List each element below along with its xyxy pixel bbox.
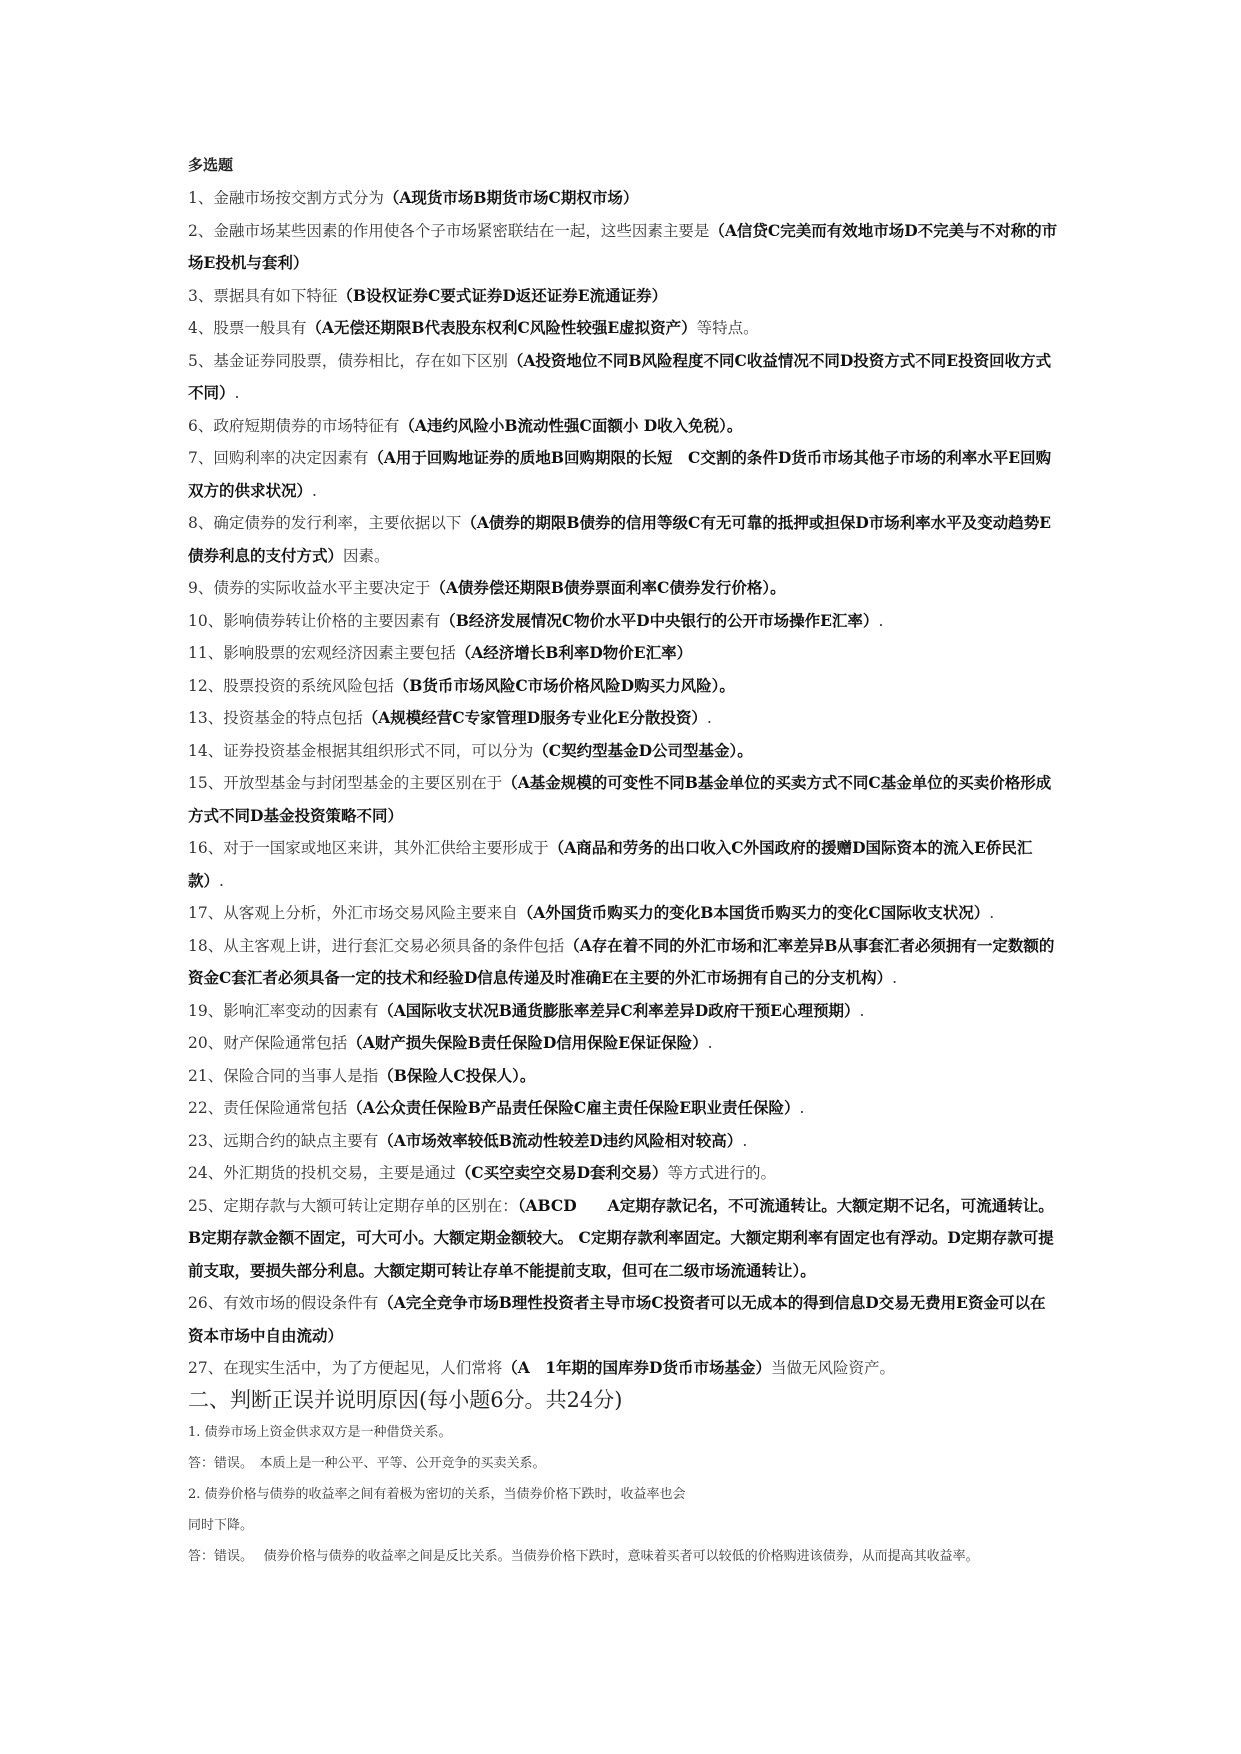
true-false-line: 答：错误。 本质上是一种公平、平等、公开竞争的买卖关系。 <box>188 1455 546 1471</box>
question-ans: （A规模经营C专家管理D服务专业化E分散投资） <box>362 708 707 727</box>
question-item <box>188 312 1058 345</box>
question-item <box>188 670 1058 703</box>
question-item <box>188 1352 1058 1385</box>
question-item <box>188 345 1058 410</box>
question-ans: （B经济发展情况C物价水平D中央银行的公开市场操作E汇率） <box>440 610 879 630</box>
question-ans: （A国际收支状况B通货膨胀率差异C利率差异D政府干预E心理预期） <box>378 1000 860 1020</box>
question-stem: 5、基金证券同股票，债券相比，存在如下区别 <box>188 351 508 370</box>
question-stem: 13、投资基金的特点包括 <box>188 709 363 727</box>
question-item <box>188 1125 1058 1158</box>
question-item <box>188 442 1058 507</box>
true-false-list <box>188 1417 1058 1572</box>
question-item <box>188 995 1058 1028</box>
section-heading-true-false: 二、判断正误并说明原因(每小题6分。共24分) <box>188 1387 623 1412</box>
true-false-line: 2. 债券价格与债券的收益率之间有着极为密切的关系，当债券价格下跌时，收益率也会 <box>188 1486 686 1502</box>
question-item <box>188 410 1058 443</box>
question-item <box>188 280 1058 313</box>
question-stem: 9、债券的实际收益水平主要决定于 <box>188 579 431 597</box>
question-tail: . <box>799 1099 805 1117</box>
question-item <box>188 182 1058 215</box>
question-stem: 11、影响股票的宏观经济因素主要包括 <box>188 644 456 662</box>
true-false-line: 同时下降。 <box>188 1517 254 1533</box>
question-ans: （A信贷C完美而有效地市场D不完美与不对称的市场E投机与套利） <box>188 220 1058 272</box>
question-ans: （A用于回购地证券的质地B回购期限的长短 C交割的条件D货币市场其他子市场的利率水平E回购双方的供求状况） <box>188 448 1052 500</box>
question-stem: 1、金融市场按交割方式分为 <box>188 189 384 207</box>
question-list <box>188 182 1058 1385</box>
question-stem: 27、在现实生活中，为了方便起见，人们常将 <box>188 1359 503 1377</box>
question-stem: 19、影响汇率变动的因素有 <box>188 1001 379 1020</box>
question-ans: （A投资地位不同B风险程度不同C收益情况不同D投资方式不同E投资回收方式不同） <box>188 350 1052 402</box>
question-ans: （B货币市场风险C市场价格风险D购买力风险）。 <box>393 675 735 695</box>
question-item <box>188 1027 1058 1060</box>
true-false-line: 答：错误。 债券价格与债券的收益率之间是反比关系。当债券价格下跌时，意味着买者可以较低的价格购进该债券，从而提高其收益率。 <box>188 1548 979 1564</box>
question-item <box>188 1060 1058 1093</box>
question-ans: （A财产损失保险B责任保险D信用保险E保证保险） <box>347 1033 708 1052</box>
question-item <box>188 930 1058 995</box>
question-ans: （A完全竞争市场B理性投资者主导市场C投资者可以无成本的得到信息D交易无费用E资金可以在资本市场中自由流动） <box>188 1293 1046 1345</box>
question-item <box>188 1092 1058 1125</box>
question-ans: （A 1年期的国库券D货币市场基金） <box>502 1358 771 1377</box>
question-tail: . <box>859 1001 865 1020</box>
question-stem: 8、确定债券的发行利率，主要依据以下 <box>188 514 462 532</box>
question-tail: . <box>706 709 712 727</box>
question-ans: （A现货市场B期货市场C期权市场） <box>383 188 639 207</box>
question-tail: 当做无风险资产。 <box>771 1359 896 1377</box>
question-stem: 2、金融市场某些因素的作用使各个子市场紧密联结在一起，这些因素主要是 <box>188 221 710 240</box>
question-tail: 等特点。 <box>696 319 759 337</box>
question-ans: （A债券的期限B债券的信用等级C有无可靠的抵押或担保D市场利率水平及变动趋势E债券利息的支付方式） <box>188 513 1052 565</box>
question-ans: （A基金规模的可变性不同B基金单位的买卖方式不同C基金单位的买卖价格形成方式不同D基金投资策略不同） <box>188 773 1052 825</box>
question-ans: （A公众责任保险B产品责任保险C雇主责任保险E职业责任保险） <box>347 1098 800 1117</box>
question-stem: 21、保险合同的当事人是指 <box>188 1066 379 1085</box>
question-stem: 10、影响债券转让价格的主要因素有 <box>188 611 441 630</box>
question-item <box>188 735 1058 768</box>
question-ans: （A市场效率较低B流动性较差D违约风险相对较高） <box>378 1130 743 1150</box>
question-ans: （B设权证券C要式证券D返还证券E流通证券） <box>337 285 668 305</box>
question-item <box>188 832 1058 897</box>
question-stem: 17、从客观上分析，外汇市场交易风险主要来自 <box>188 904 518 922</box>
question-ans: （A外国货币购买力的变化B本国货币购买力的变化C国际收支状况） <box>517 903 990 922</box>
question-tail: 等方式进行的。 <box>667 1164 777 1182</box>
question-stem: 15、开放型基金与封闭型基金的主要区别在于 <box>188 774 503 792</box>
question-tail: . <box>312 481 317 500</box>
question-item <box>188 1157 1058 1190</box>
question-stem: 7、回购利率的决定因素有 <box>188 449 369 467</box>
document-content <box>188 148 1058 1572</box>
question-stem: 14、证券投资基金根据其组织形式不同，可以分为 <box>188 741 534 760</box>
question-ans: （B保险人C投保人）。 <box>378 1065 536 1085</box>
question-tail: . <box>878 611 884 630</box>
question-ans: （ABCD A定期存款记名，不可流通转让。大额定期不记名，可流通转让。B定期存款金额不固定，可大可小。大额定期金额较大。 C定期存款利率固定。大额定期利率有固定也有浮动。D定期存款可提前支取，要损失部分利息。大额定期可转让存单不能提前支取，但可在二级市场流通转让）。 <box>188 1195 1054 1280</box>
question-ans: （A债券偿还期限B债券票面利率C债券发行价格）。 <box>430 578 786 597</box>
question-ans: （A商品和劳务的出口收入C外国政府的援赠D国际资本的流入E侨民汇款） <box>188 838 1033 890</box>
question-ans: （C契约型基金D公司型基金）。 <box>533 740 753 760</box>
question-stem: 20、财产保险通常包括 <box>188 1034 348 1052</box>
question-ans: （A无偿还期限B代表股东权利C风险性较强E虚拟资产） <box>306 318 697 337</box>
question-stem: 23、远期合约的缺点主要有 <box>188 1131 379 1150</box>
question-item <box>188 637 1058 670</box>
question-tail: 因素。 <box>343 546 390 565</box>
question-tail: . <box>892 969 898 987</box>
question-item <box>188 702 1058 735</box>
question-stem: 12、股票投资的系统风险包括 <box>188 676 394 695</box>
question-stem: 26、有效市场的假设条件有 <box>188 1294 379 1312</box>
question-tail: . <box>742 1131 748 1150</box>
question-ans: （A经济增长B利率D物价E汇率） <box>455 643 693 662</box>
question-stem: 18、从主客观上讲，进行套汇交易必须具备的条件包括 <box>188 936 565 955</box>
question-tail: . <box>219 871 224 890</box>
question-item <box>188 1190 1058 1288</box>
question-tail: . <box>989 904 995 922</box>
question-item <box>188 215 1058 280</box>
question-item <box>188 572 1058 605</box>
question-item <box>188 767 1058 832</box>
true-false-line: 1. 债券市场上资金供求双方是一种借贷关系。 <box>188 1424 452 1440</box>
question-stem: 25、定期存款与大额可转让定期存单的区别在： <box>188 1196 518 1215</box>
question-item <box>188 1287 1058 1352</box>
question-tail: . <box>234 384 240 402</box>
question-item <box>188 605 1058 638</box>
question-stem: 22、责任保险通常包括 <box>188 1099 348 1117</box>
question-stem: 16、对于一国家或地区来讲，其外汇供给主要形成于 <box>188 839 549 857</box>
question-stem: 24、外汇期货的投机交易，主要是通过 <box>188 1164 456 1182</box>
question-stem: 6、政府短期债券的市场特征有 <box>188 416 400 435</box>
question-stem: 3、票据具有如下特征 <box>188 286 338 305</box>
question-ans: （A存在着不同的外汇市场和汇率差异B从事套汇者必须拥有一定数额的资金C套汇者必须具备一定的技术和经验D信息传递及时准确E在主要的外汇市场拥有自己的分支机构） <box>188 935 1055 987</box>
question-tail: . <box>707 1034 713 1052</box>
section-heading-multiple-choice: 多选题 <box>188 156 234 174</box>
question-item <box>188 507 1058 572</box>
question-ans: （A违约风险小B流动性强C面额小 D收入免税）。 <box>399 415 743 435</box>
question-stem: 4、股票一般具有 <box>188 319 307 337</box>
question-item <box>188 897 1058 930</box>
question-ans: （C买空卖空交易D套利交易） <box>455 1163 668 1182</box>
